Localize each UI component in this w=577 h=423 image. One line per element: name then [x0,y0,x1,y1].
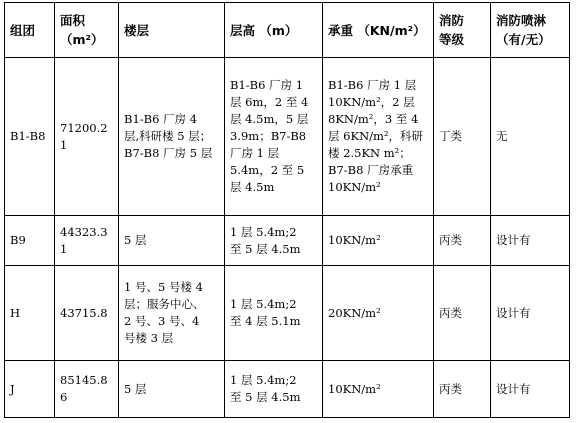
header-group: 组团 [5,3,55,58]
header-area: 面积 （m²） [55,3,119,58]
cell-load-capacity: 10KN/m² [323,361,434,418]
cell-load-capacity: 20KN/m² [323,266,434,361]
cell-floor-height: B1-B6 厂房 1 层 6m，2 至 4 层 4.5m，5 层 3.9m；B7-B8 厂房 1 层 5.4m，2 至 5 层 4.5m [225,58,323,216]
header-fire-rating: 消防 等级 [434,3,491,58]
header-sprinkler: 消防喷淋 （有/无） [491,3,570,58]
cell-area: 43715.8 [55,266,119,361]
cell-load-capacity: 10KN/m² [323,216,434,266]
header-load-capacity: 承重 （KN/m²） [323,3,434,58]
cell-floors: B1-B6 厂房 4 层,科研楼 5 层； B7-B8 厂房 5 层 [119,58,225,216]
table-row [5,216,570,266]
cell-sprinkler: 设计有 [491,216,570,266]
cell-floor-height: 1 层 5.4m;2 至 5 层 4.5m [225,216,323,266]
table-row [5,266,570,361]
cell-floor-height: 1 层 5.4m;2 至 5 层 4.5m [225,361,323,418]
cell-floor-height: 1 层 5.4m;2 至 4 层 5.1m [225,266,323,361]
cell-floors: 1 号、5 号楼 4 层；服务中心、 2 号、3 号、4 号楼 3 层 [119,266,225,361]
header-row [5,3,570,58]
cell-group: B1-B8 [5,58,55,216]
cell-fire-rating: 丙类 [434,361,491,418]
cell-group: J [5,361,55,418]
cell-sprinkler: 无 [491,58,570,216]
cell-fire-rating: 丙类 [434,216,491,266]
cell-group: H [5,266,55,361]
cell-load-capacity: B1-B6 厂房 1 层 10KN/m²，2 层 8KN/m²，3 至 4 层 6KN/m²，科研 楼 2.5KN m²； B7-B8 厂房承重 10KN/m² [323,58,434,216]
cell-floors: 5 层 [119,216,225,266]
cell-fire-rating: 丙类 [434,266,491,361]
header-floors: 楼层 [119,3,225,58]
cell-sprinkler: 设计有 [491,361,570,418]
cell-group: B9 [5,216,55,266]
table-row [5,58,570,216]
cell-area: 44323.3 1 [55,216,119,266]
cell-fire-rating: 丁类 [434,58,491,216]
cell-sprinkler: 设计有 [491,266,570,361]
cell-floors: 5 层 [119,361,225,418]
table-row [5,361,570,418]
building-specs-table [4,2,570,418]
header-floor-height: 层高 （m） [225,3,323,58]
cell-area: 71200.2 1 [55,58,119,216]
cell-area: 85145.8 6 [55,361,119,418]
